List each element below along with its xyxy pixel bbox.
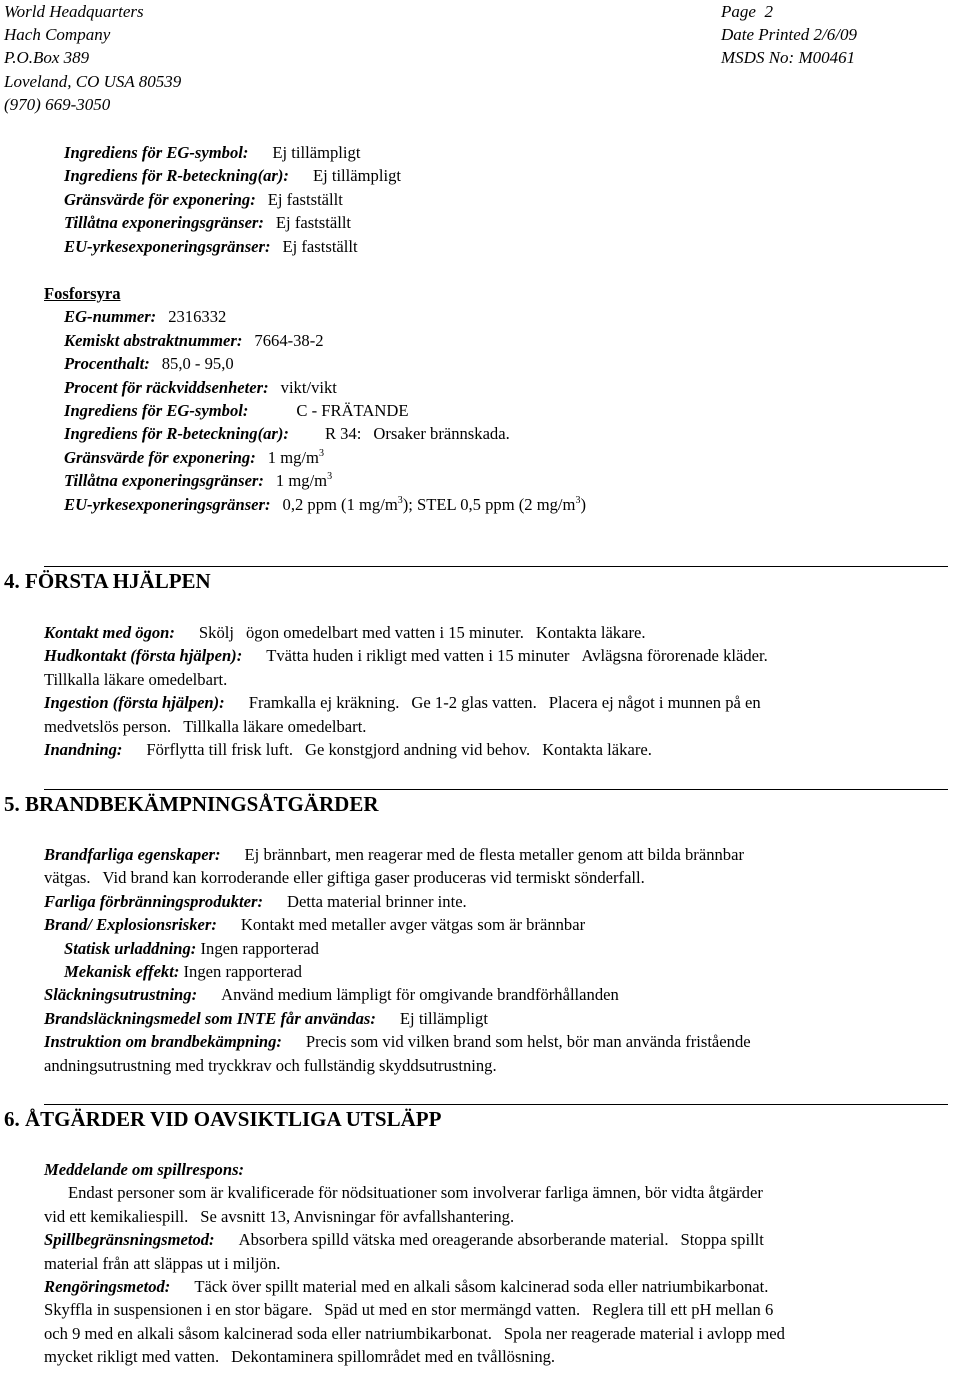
fosforsyra-block	[44, 282, 952, 516]
field-row: Inandning: Förflytta till frisk luft. Ge konstgjord andning vid behov. Kontakta läkare.	[44, 740, 652, 760]
address-line: P.O.Box 389	[4, 48, 90, 68]
address-line: World Headquarters	[4, 2, 144, 21]
section-title: 4. FÖRSTA HJÄLPEN	[4, 569, 211, 593]
field-row: Ingrediens för R-beteckning(ar): Ej tillämpligt	[64, 166, 401, 186]
field-row: Brandfarliga egenskaper: Ej brännbart, men reagerar med de flesta metaller genom att bilda brännbar	[44, 845, 744, 864]
field-row-continued: Skyffla in suspensionen i en stor bägare. Späd ut med en stor mermängd vatten. Reglera till ett pH mellan 6	[44, 1300, 774, 1320]
field-row: Ingrediens för EG-symbol: C - FRÄTANDE	[64, 401, 409, 421]
field-row: Procent för räckviddsenheter: vikt/vikt	[64, 377, 337, 397]
section-title: 5. BRANDBEKÄMPNINGSÅTGÄRDER	[4, 792, 379, 816]
field-row-continued: vätgas. Vid brand kan korroderande eller giftiga gaser produceras vid termiskt sönderfall.	[44, 868, 645, 888]
field-row: Ingrediens för EG-symbol: Ej tillämpligt	[64, 143, 361, 162]
field-label: Meddelande om spillrespons:	[44, 1160, 245, 1179]
date-printed: Date Printed 2/6/09	[721, 25, 857, 45]
field-row-continued: mycket rikligt med vatten. Dekontaminera spillområdet med en tvållösning.	[44, 1347, 556, 1367]
field-text: Endast personer som är kvalificerade för nödsituationer som involverar farliga ämnen, bör vidta åtgärder	[68, 1183, 763, 1203]
field-row-continued: vid ett kemikaliespill. Se avsnitt 13, Anvisningar för avfallshantering.	[44, 1206, 515, 1226]
accidental-release-block	[44, 1158, 952, 1369]
field-row: Rengöringsmetod: Täck över spillt material med en alkali såsom kalcinerad soda eller natriumbikarbonat.	[44, 1277, 769, 1297]
field-row: Gränsvärde för exponering: Ej fastställt	[64, 189, 343, 209]
section-divider	[44, 1104, 948, 1105]
document-meta	[721, 0, 857, 70]
field-row: Statisk urladdning: Ingen rapporterad	[64, 938, 319, 958]
field-row-continued: material från att släppas ut i miljön.	[44, 1253, 281, 1273]
field-row: Brand/ Explosionsrisker: Kontakt med metaller avger vätgas som är brännbar	[44, 915, 586, 935]
field-row-continued: medvetslös person. Tillkalla läkare omedelbart.	[44, 716, 367, 736]
field-row: Farliga förbränningsprodukter: Detta material brinner inte.	[44, 891, 467, 911]
field-row: Brandsläckningsmedel som INTE får användas: Ej tillämpligt	[44, 1008, 488, 1028]
field-row: EU-yrkesexponeringsgränser: Ej fastställt	[64, 236, 358, 256]
address-line: Loveland, CO USA 80539	[4, 71, 182, 91]
address-line: Hach Company	[4, 25, 111, 45]
section-divider	[44, 789, 948, 790]
company-address	[4, 0, 181, 116]
field-row: Hudkontakt (första hjälpen): Tvätta huden i rikligt med vatten i 15 minuter Avlägsna förorenade kläder.	[44, 646, 768, 666]
field-row: Gränsvärde för exponering: 1 $mg/m^3$	[64, 447, 324, 467]
field-row-continued: andningsutrustning med tryckkrav och fullständig skyddsutrustning.	[44, 1055, 497, 1075]
field-row: EU-yrkesexponeringsgränser: 0,2 ppm (1 $mg/m^3$); STEL 0,5 ppm (2 $mg/m^3$)	[64, 494, 586, 514]
firefighting-block	[44, 843, 952, 1077]
field-row: Kemiskt abstraktnummer: 7664-38-2	[64, 330, 324, 350]
ingredient-limits-block	[44, 141, 952, 258]
field-row-continued: Tillkalla läkare omedelbart.	[44, 669, 228, 689]
msds-number: MSDS No: M00461	[721, 48, 856, 68]
address-line: (970) 669-3050	[4, 94, 111, 114]
field-row: Tillåtna exponeringsgränser: 1 $mg/m^3$	[64, 471, 333, 491]
field-row: EG-nummer: 2316332	[64, 307, 227, 327]
section-divider	[44, 566, 948, 567]
ingredient-title: Fosforsyra	[44, 284, 121, 303]
field-row: Instruktion om brandbekämpning: Precis som vid vilken brand som helst, bör man använda fristående	[44, 1032, 751, 1052]
page-number: Page 2	[721, 2, 773, 21]
field-row: Ingestion (första hjälpen): Framkalla ej kräkning. Ge 1-2 glas vatten. Placera ej något i munnen på en	[44, 693, 761, 713]
field-row: Kontakt med ögon: Skölj ögon omedelbart med vatten i 15 minuter. Kontakta läkare.	[44, 623, 646, 642]
field-row-continued: och 9 med en alkali såsom kalcinerad soda eller natriumbikarbonat. Spola ner reagerade material i avlopp med	[44, 1323, 785, 1343]
section-title: 6. ÅTGÄRDER VID OAVSIKTLIGA UTSLÄPP	[4, 1107, 442, 1131]
field-row: Procenthalt: 85,0 - 95,0	[64, 354, 234, 374]
field-row: Mekanisk effekt: Ingen rapporterad	[64, 962, 302, 982]
first-aid-block	[44, 621, 952, 761]
field-row: Ingrediens för R-beteckning(ar): R 34: Orsaker brännskada.	[64, 424, 510, 444]
field-row: Spillbegränsningsmetod: Absorbera spilld vätska med oreagerande absorberande material. Stoppa spillt	[44, 1230, 764, 1250]
field-row: Tillåtna exponeringsgränser: Ej fastställt	[64, 213, 352, 233]
field-row: Släckningsutrustning: Använd medium lämpligt för omgivande brandförhållanden	[44, 985, 619, 1005]
